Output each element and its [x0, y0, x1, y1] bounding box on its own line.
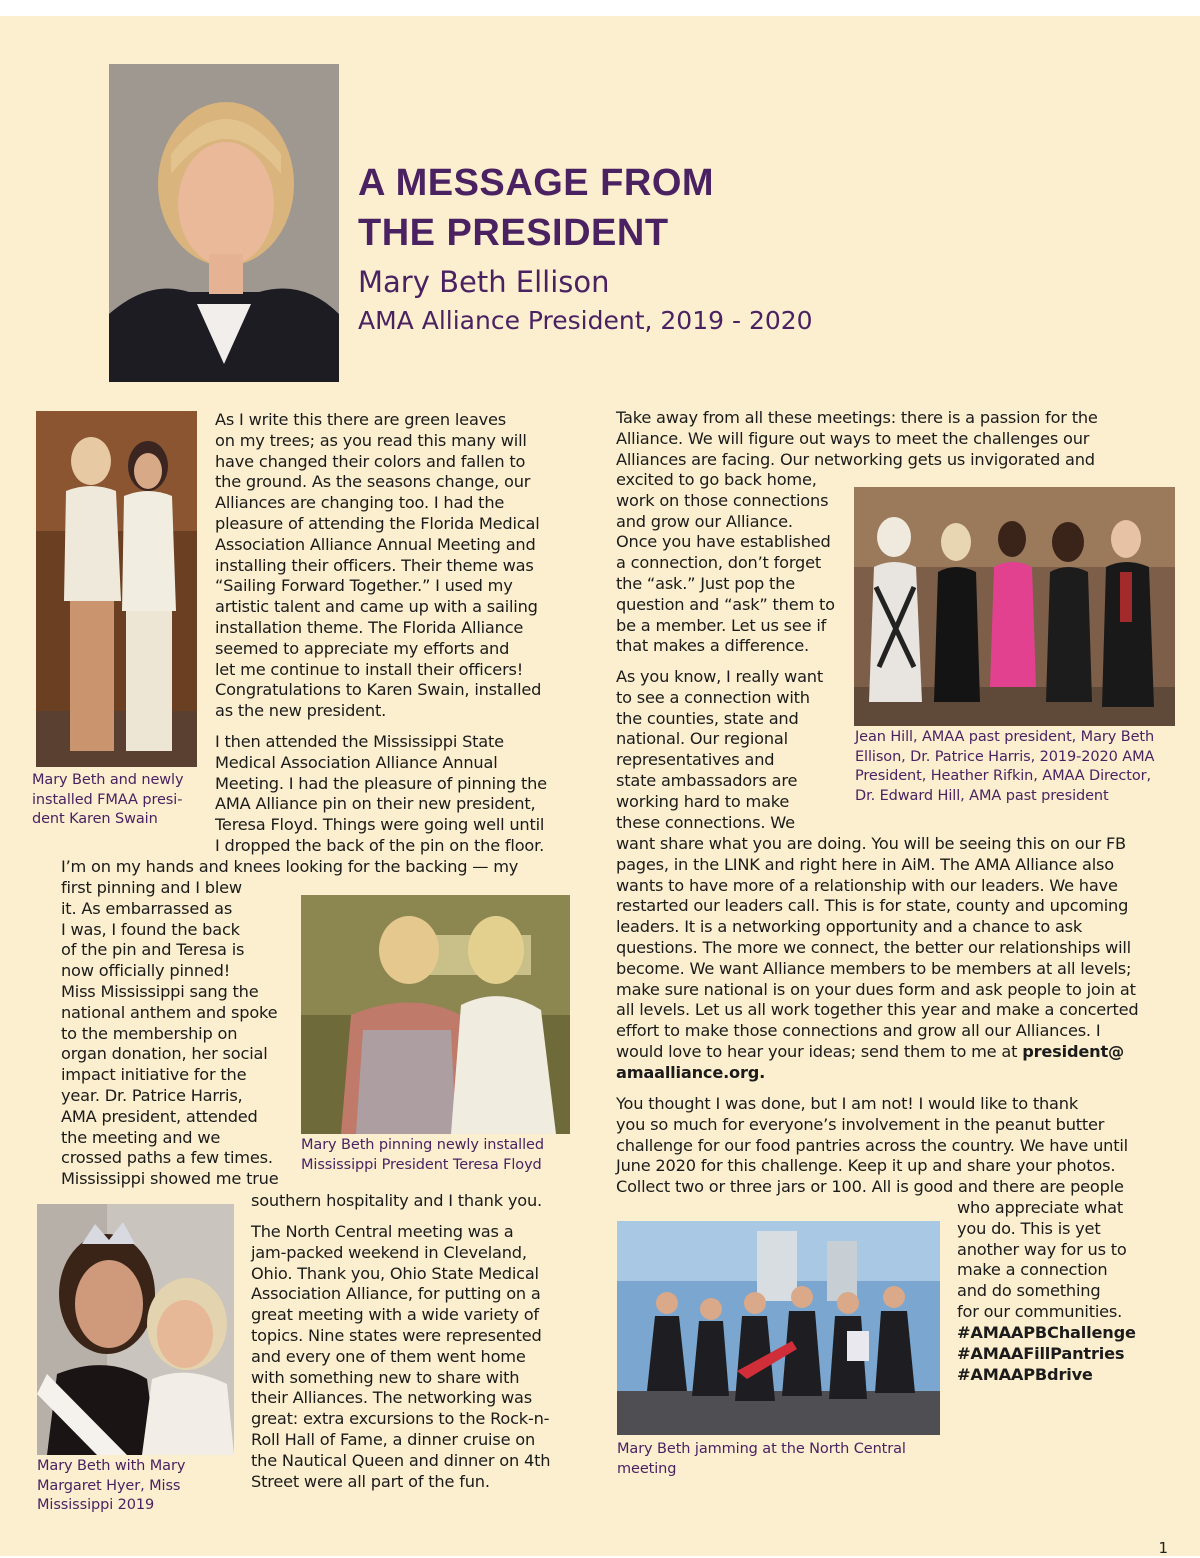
paragraph-mississippi: I then attended the Mississippi State Medical Association Alliance Annual Meeting. I had the pleasure of pinning the AMA Alliance pin on their new president, Teresa Floyd. Things were going well until I dropped the back of the pin on the floor. — [215, 732, 547, 855]
email-link-domain[interactable]: amaalliance.org. — [616, 1062, 766, 1082]
paragraph-peanut-butter: You thought I was done, but I am not! I would like to thank you so much for everyone’s involvement in the peanut butter challenge for our food pantries across the country. We have until June 2020 for this challenge. Keep it up and share your photos. Collect two or three jars or 100. All is good and there are people — [616, 1094, 1128, 1197]
title-line-2: THE PRESIDENT — [358, 212, 669, 254]
paragraph-connection-wide — [616, 834, 1181, 1084]
caption-group: Jean Hill, AMAA past president, Mary Beth Ellison, Dr. Patrice Harris, 2019-2020 AMA President, Heather Rifkin, AMAA Director, Dr. Edward Hill, AMA past president — [855, 729, 1155, 804]
paragraph-mississippi-end: southern hospitality and I thank you. — [251, 1191, 542, 1210]
title-line-1: A MESSAGE FROM — [358, 162, 715, 204]
portrait-photo — [109, 64, 339, 382]
author-name: Mary Beth Ellison — [358, 265, 610, 299]
paragraph-connection: As you know, I really want to see a connection with the counties, state and national. Our regional representatives and state ambassadors are working hard to make these connections. We — [616, 667, 823, 832]
author-role: AMA Alliance President, 2019 - 2020 — [358, 306, 813, 335]
paragraph-north-central: The North Central meeting was a jam-packed weekend in Cleveland, Ohio. Thank you, Ohio State Medical Association Alliance, for putting on a great meeting with a wide variety of topics. Nine states were represented and every one of them went home with something new to share with their Alliances. The networking was great: extra excursions to the Rock-n- Roll Hall of Fame, a dinner cruise on the Nautical Queen and dinner on 4th Street were all part of the fun. — [251, 1222, 551, 1491]
paragraph-peanut-butter-narrow: who appreciate what you do. This is yet another way for us to make a connection and do something for our communities. — [957, 1198, 1127, 1321]
connection-text: want share what you are doing. You will be seeing this on our FB pages, in the LINK and right here in AiM. The AMA Alliance also wants to have more of a relationship with our leaders. We have restarted our leaders call. This is for state, county and upcoming leaders. It is a networking opportunity and a chance to ask questions. The more we connect, the better our relationships will become. We want Alliance members to be members at all levels; make sure national is on your dues form and ask people to join at all levels. Let us all work together this year and make a concerted effort to make those connections and grow all our Alliances. I would love to hear your ideas; send them to me at — [616, 834, 1139, 1061]
caption-pinning: Mary Beth pinning newly installed Mississippi President Teresa Floyd — [301, 1137, 544, 1173]
paragraph-mississippi-narrow: first pinning and I blew it. As embarrassed as I was, I found the back of the pin and Teresa is now officially pinned! Miss Mississippi sang the national anthem and spoke to the membership on organ donation, her social impact initiative for the year. Dr. Patrice Harris, AMA president, attended the meeting and we crossed paths a few times. Mississippi showed me true — [61, 878, 279, 1189]
page-number: 1 — [1158, 1539, 1168, 1557]
paragraph-mississippi-wide: I’m on my hands and knees looking for the backing — my — [61, 857, 519, 876]
hashtags: #AMAAPBChallenge #AMAAFillPantries #AMAAPBdrive — [957, 1323, 1136, 1384]
paragraph-takeaway-narrow: excited to go back home, work on those connections and grow our Alliance. Once you have established a connection, don’t forget the “ask.” Just pop the question and “ask” them to be a member. Let us see if that makes a difference. — [616, 470, 835, 656]
caption-miss-mississippi: Mary Beth with Mary Margaret Hyer, Miss Mississippi 2019 — [37, 1458, 186, 1513]
jamming-photo — [617, 1221, 940, 1435]
paragraph-florida: As I write this there are green leaves on my trees; as you read this many will have changed their colors and fallen to the ground. As the seasons change, our Alliances are changing too. I had the pleasure of attending the Florida Medical Association Alliance Annual Meeting and installing their officers. Their theme was “Sailing Forward Together.” I used my artistic talent and came up with a sailing installation theme. The Florida Alliance seemed to appreciate my efforts and let me continue to install their officers! Congratulations to Karen Swain, installed as the new president. — [215, 410, 542, 721]
email-link[interactable]: president@ — [1022, 1041, 1124, 1061]
group-photo — [854, 487, 1175, 726]
pinning-photo — [301, 895, 570, 1134]
caption-jamming: Mary Beth jamming at the North Central meeting — [617, 1441, 906, 1477]
caption-fmaa: Mary Beth and newly installed FMAA presi- dent Karen Swain — [32, 772, 184, 827]
fmaa-photo — [36, 411, 197, 767]
miss-mississippi-photo — [37, 1204, 234, 1455]
page-title — [358, 158, 714, 258]
paragraph-takeaway: Take away from all these meetings: there is a passion for the Alliance. We will figure out ways to meet the challenges our Alliances are facing. Our networking gets us invigorated and — [616, 408, 1098, 469]
